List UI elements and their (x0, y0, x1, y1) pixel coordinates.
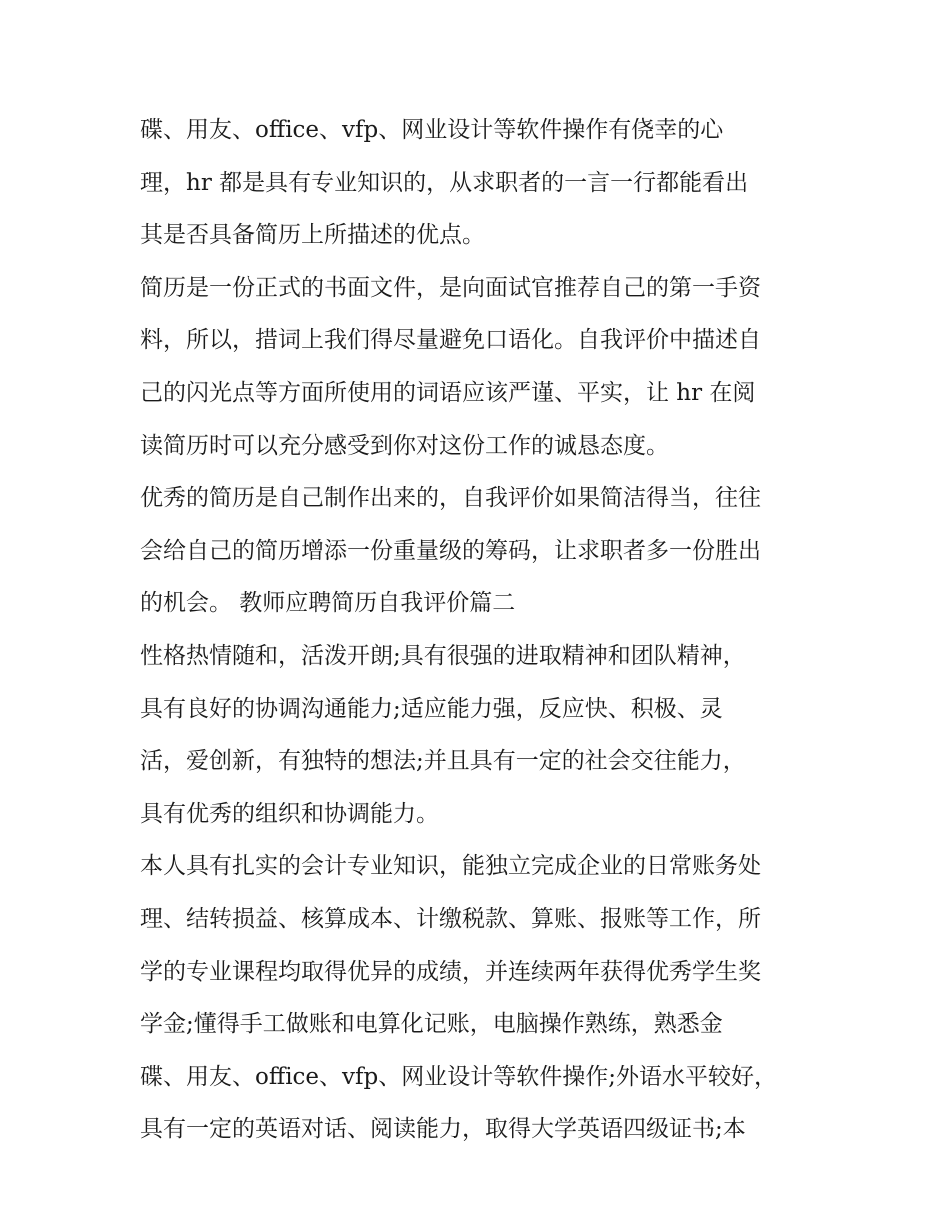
text-line: 会给自己的简历增添一份重量级的筹码，让求职者多一份胜出 (140, 537, 761, 564)
text-line: 理，hr 都是具有专业知识的，从求职者的一言一行都能看出 (140, 169, 749, 196)
text-line: 己的闪光点等方面所使用的词语应该严谨、平实，让 hr 在阅 (140, 379, 756, 406)
document-body (140, 108, 830, 1160)
text-line: 优秀的简历是自己制作出来的，自我评价如果简洁得当，往往 (140, 485, 761, 512)
text-line: 的机会。 教师应聘简历自我评价篇二 (140, 590, 516, 617)
text-line: 读简历时可以充分感受到你对这份工作的诚恳态度。 (140, 432, 669, 459)
text-line: 性格热情随和，活泼开朗;具有很强的进取精神和团队精神， (140, 642, 746, 669)
text-line: 理、结转损益、核算成本、计缴税款、算账、报账等工作，所 (140, 905, 761, 932)
text-line: 料，所以，措词上我们得尽量避免口语化。自我评价中描述自 (140, 327, 761, 354)
text-line: 学的专业课程均取得优异的成绩，并连续两年获得优秀学生奖 (140, 958, 761, 985)
text-line: 活，爱创新，有独特的想法;并且具有一定的社会交往能力， (140, 748, 746, 775)
text-line: 具有一定的英语对话、阅读能力，取得大学英语四级证书;本 (140, 1116, 746, 1143)
text-line: 学金;懂得手工做账和电算化记账，电脑操作熟练，熟悉金 (140, 1011, 723, 1038)
text-line: 碟、用友、office、vfp、网业设计等软件操作有侥幸的心 (140, 117, 724, 143)
text-line: 其是否具备简历上所描述的优点。 (140, 222, 485, 249)
text-line: 本人具有扎实的会计专业知识，能独立完成企业的日常账务处 (140, 853, 761, 880)
text-line: 具有良好的协调沟通能力;适应能力强，反应快、积极、灵 (140, 695, 723, 722)
text-line: 碟、用友、office、vfp、网业设计等软件操作;外语水平较好， (140, 1063, 778, 1090)
text-line: 简历是一份正式的书面文件，是向面试官推荐自己的第一手资 (140, 274, 761, 301)
text-line: 具有优秀的组织和协调能力。 (140, 800, 439, 827)
